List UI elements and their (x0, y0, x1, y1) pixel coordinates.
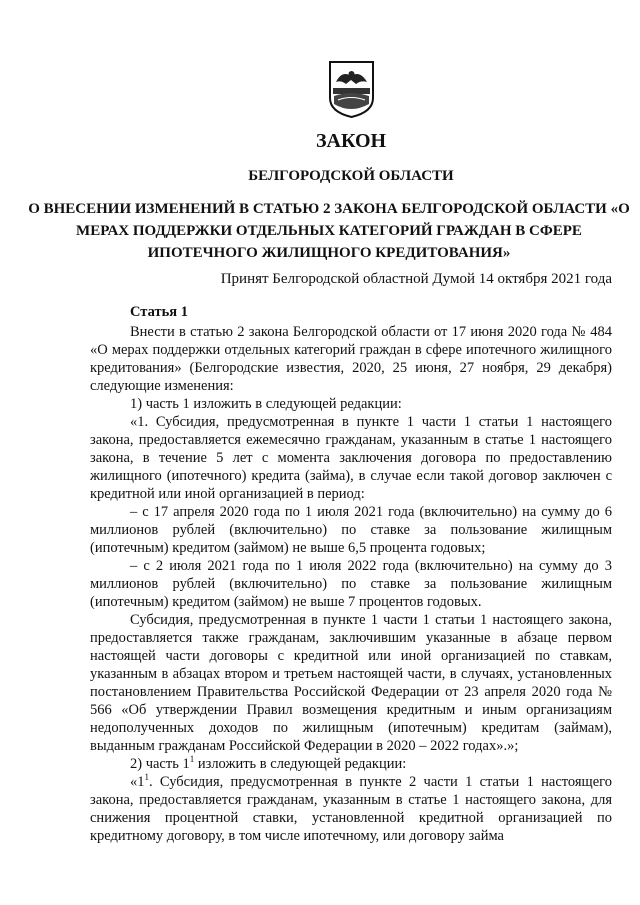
paragraph: – с 17 апреля 2020 года по 1 июля 2021 года (включительно) на сумму до 6 миллионов рублей (включительно) по ставке за пользование жилищным (ипотечным) кредитом (займом) не выше 6,5 процента годовых; (90, 504, 612, 556)
paragraph: – с 2 июля 2021 года по 1 июля 2022 года (включительно) на сумму до 3 миллионов рублей (включительно) по ставке за пользование жилищным (ипотечным) кредитом (займом) не выше 7 процентов годовых. (90, 558, 612, 610)
law-name: О ВНЕСЕНИИ ИЗМЕНЕНИЙ В СТАТЬЮ 2 ЗАКОНА БЕЛГОРОДСКОЙ ОБЛАСТИ «О МЕРАХ ПОДДЕРЖКИ ОТДЕЛЬНЫХ КАТЕГОРИЙ ГРАЖДАН В СФЕРЕ ИПОТЕЧНОГО ЖИЛИЩНОГО КРЕДИТОВАНИЯ» (28, 201, 630, 261)
paragraph: 2) часть $1^1$ изложить в следующей редакции: (130, 754, 407, 772)
paragraph: Субсидия, предусмотренная в пункте 1 части 1 статьи 1 настоящего закона, предоставляется также гражданам, заключившим указанные в абзаце первом настоящей части договоры с кредитной или иной организацией по ставкам, указанным в абзацах втором и третьем настоящей части, в случаях, установленных постановлением Правительства Российской Федерации от 23 апреля 2020 года № 566 «Об утверждении Правил возмещения кредитным и иным организациям недополученных доходов по жилищным (ипотечным) кредитам (займам), выданным гражданам Российской Федерации в 2020 – 2022 годах».»; (90, 612, 612, 754)
paragraph: Внести в статью 2 закона Белгородской области от 17 июня 2020 года № 484 «О мерах поддержки отдельных категорий граждан в сфере ипотечного жилищного кредитования» (Белгородские известия, 2020, 25 июня, 27 ноября, 29 декабря) следующие изменения: (90, 324, 612, 394)
adoption-note: Принят Белгородской областной Думой 14 октября 2021 года (220, 271, 612, 287)
article-heading: Статья 1 (130, 304, 188, 320)
paragraph: 1) часть 1 изложить в следующей редакции: (130, 396, 402, 412)
paragraph: «$1^1$. Субсидия, предусмотренная в пункте 2 части 1 статьи 1 настоящего закона, предоставляется гражданам, указанным в статье 1 настоящего закона, для снижения процентной ставки, установленной кредитной организацией по кредитному договору, в том числе ипотечному, или договору займа (90, 772, 612, 844)
paragraph: «1. Субсидия, предусмотренная в пункте 1 части 1 статьи 1 настоящего закона, предоставляется ежемесячно гражданам, указанным в статье 1 настоящего закона, в течение 5 лет с момента заключения договора по предоставлению жилищного (ипотечного) кредита (займа), в случае если такой договор заключен с кредитной или иной организацией в период: (90, 414, 612, 502)
belgorod-coat-of-arms-icon (328, 60, 375, 118)
document-title: ЗАКОН (315, 130, 387, 152)
article-body (90, 303, 612, 845)
document-subtitle: БЕЛГОРОДСКОЙ ОБЛАСТИ (248, 168, 454, 184)
